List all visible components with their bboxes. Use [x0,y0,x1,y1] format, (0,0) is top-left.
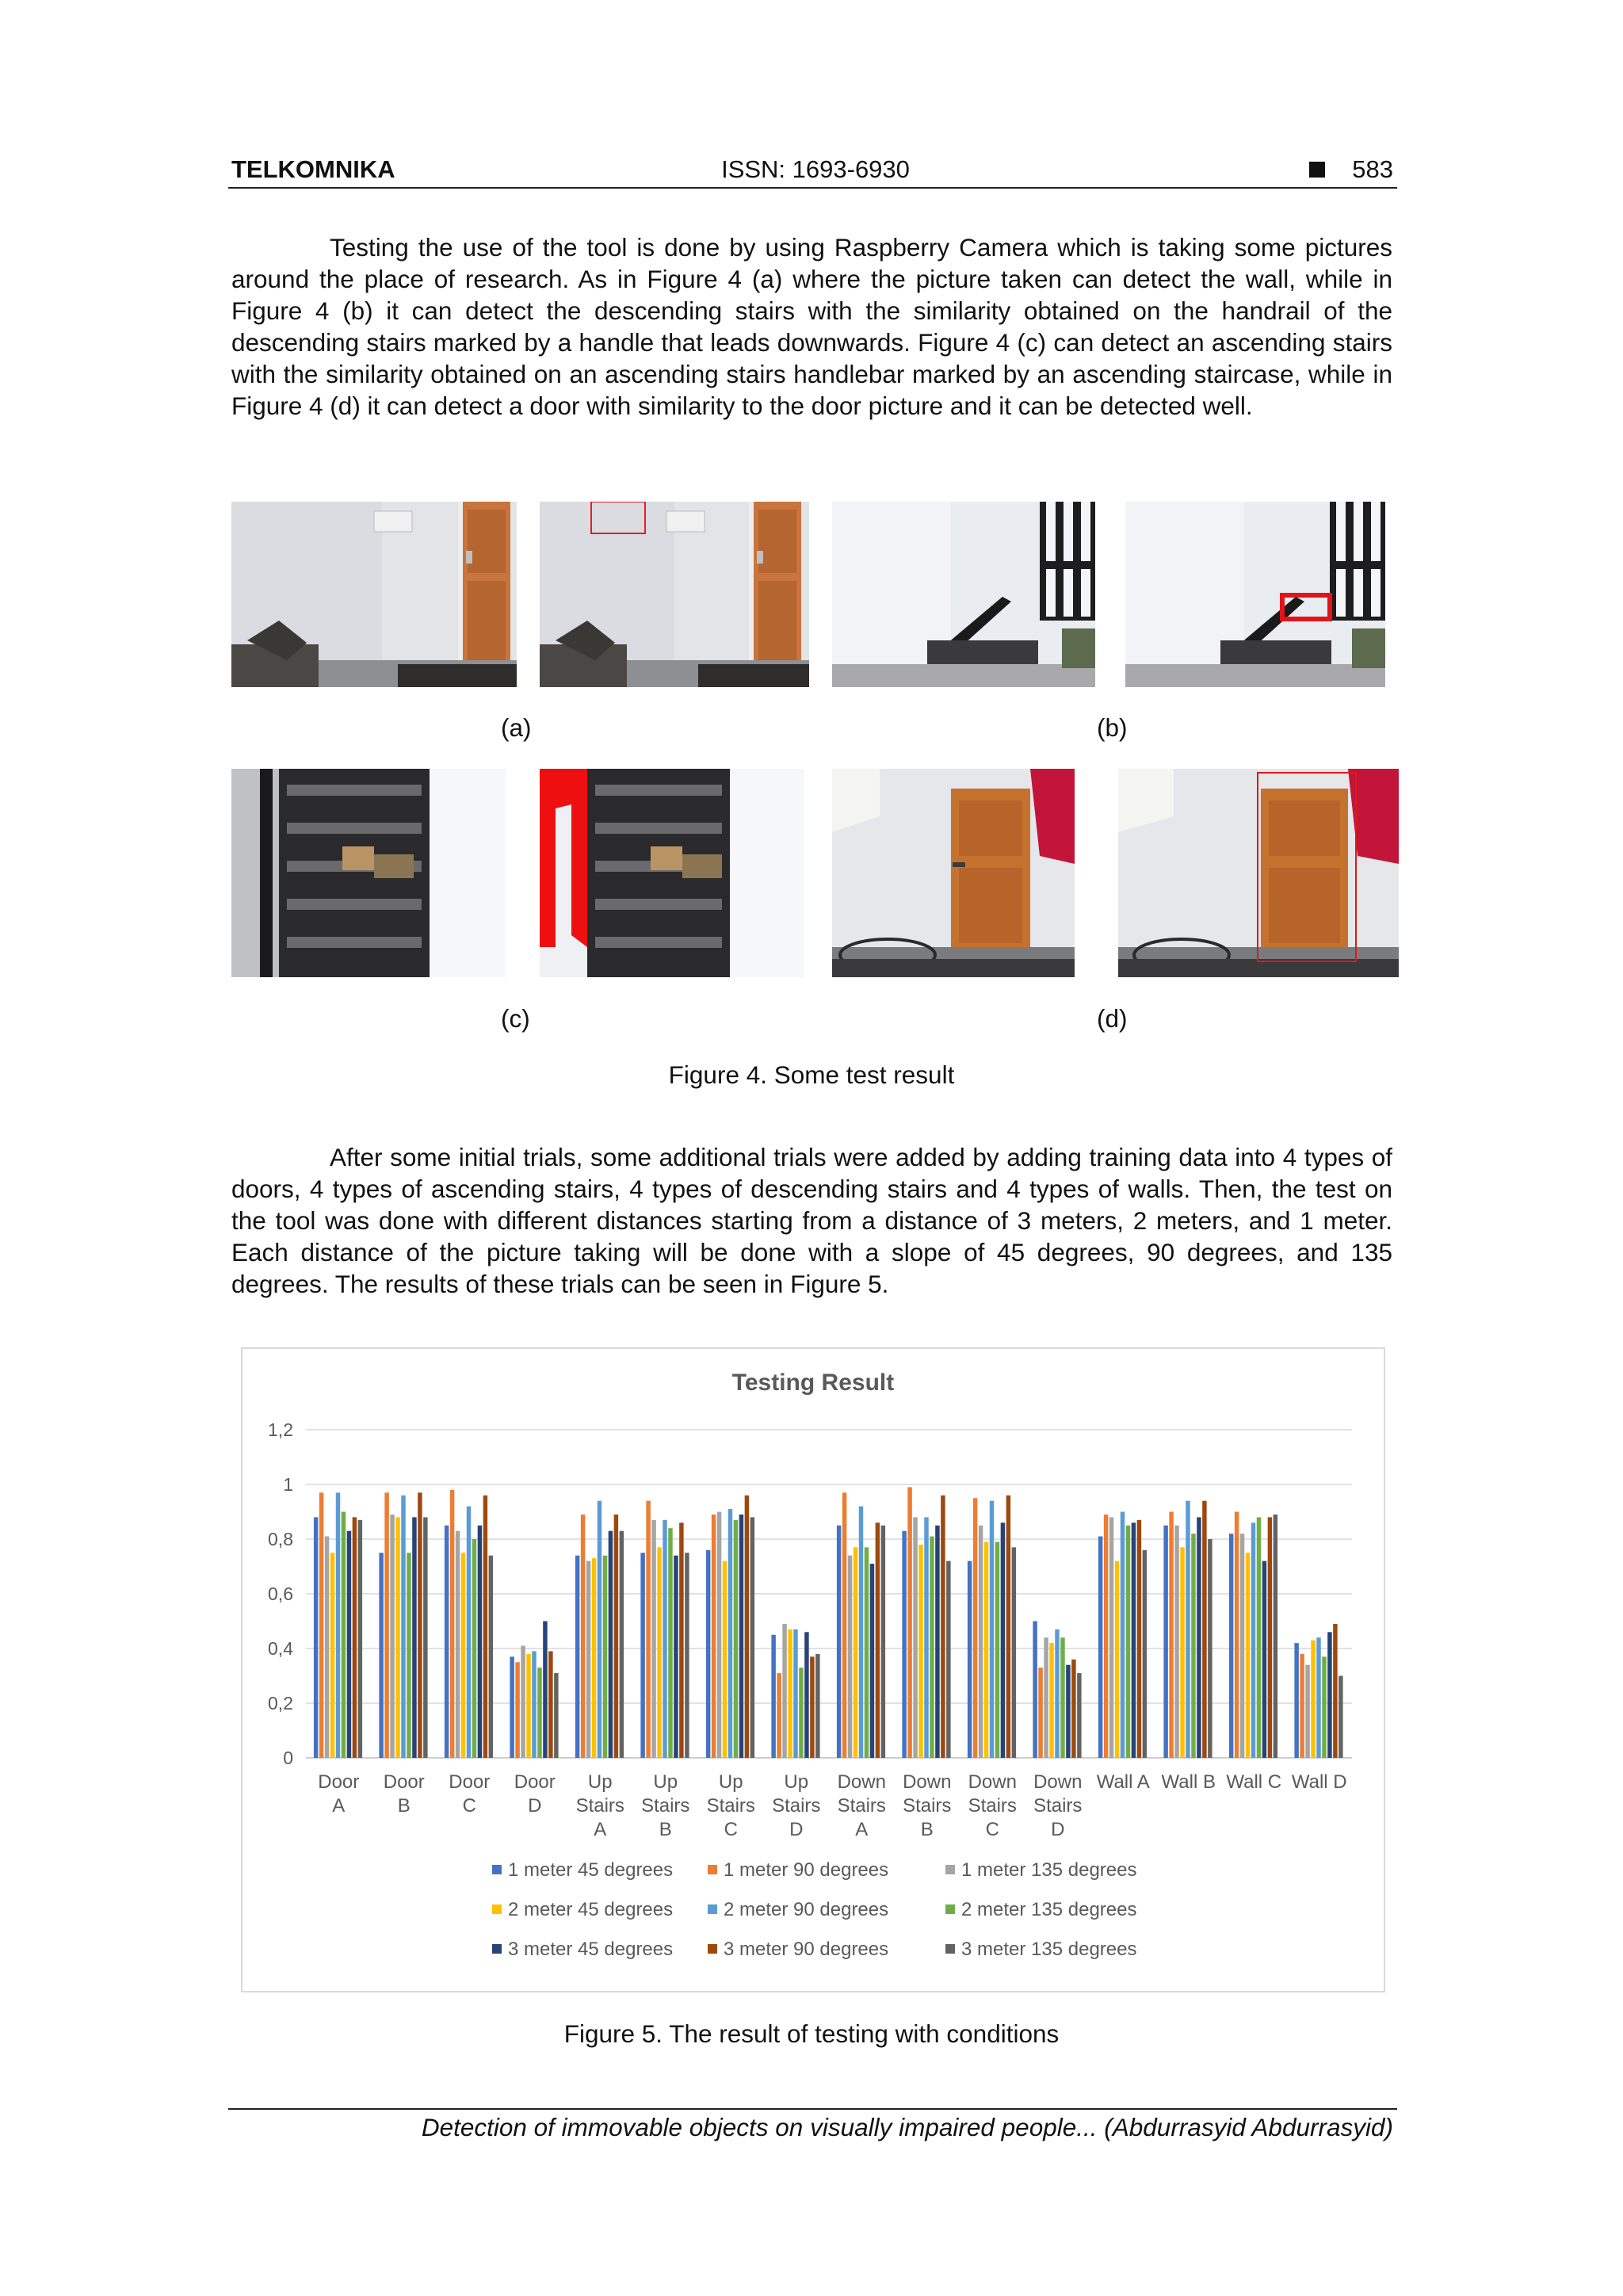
y-tick-label: 0,2 [268,1693,293,1713]
legend-label: 2 meter 45 degrees [508,1899,674,1920]
footer-rule [228,2108,1397,2110]
bar [1132,1522,1136,1758]
bar [1006,1496,1010,1758]
bar [330,1553,334,1758]
legend-label: 1 meter 135 degrees [961,1859,1137,1881]
bar [1001,1522,1005,1758]
bar [728,1509,732,1758]
legend-swatch [492,1904,502,1914]
bar [1126,1526,1130,1758]
bar [1143,1550,1147,1758]
x-tick-label: D [528,1795,542,1817]
x-tick-label: A [332,1795,346,1817]
x-tick-label: Door [383,1771,425,1793]
bar [739,1515,743,1758]
bar [1055,1629,1059,1758]
bar [777,1673,781,1758]
bar [1186,1501,1190,1758]
bar [668,1528,672,1758]
bar [1109,1517,1113,1758]
bar [712,1515,716,1758]
x-tick-label: Down [968,1771,1017,1793]
legend-label: 3 meter 90 degrees [724,1939,889,1960]
legend-swatch [708,1904,717,1914]
x-tick-label: A [594,1819,607,1840]
bar [450,1490,454,1758]
bar [1049,1643,1053,1758]
bar [1229,1534,1233,1758]
legend-swatch [945,1944,955,1954]
testing-result-chart [242,1349,1384,1991]
bar [788,1629,792,1758]
bar [342,1512,346,1759]
bar [483,1496,487,1758]
bar [603,1556,607,1758]
figure5-caption: Figure 5. The result of testing with conditions [563,2019,1060,2048]
y-tick-label: 1,2 [268,1419,293,1440]
legend-label: 1 meter 90 degrees [724,1859,889,1881]
bar [640,1553,644,1758]
figure4-label-d: (d) [1097,1004,1128,1033]
bar [1202,1501,1206,1758]
bar [907,1487,911,1758]
bar [881,1526,885,1758]
bar [445,1526,449,1758]
bar [902,1531,906,1758]
bar [717,1512,721,1759]
y-tick-label: 1 [283,1474,293,1495]
bar [865,1547,869,1758]
bar [554,1673,558,1758]
page-number-block [1309,155,1393,184]
bar [859,1507,863,1758]
bar [1316,1637,1320,1758]
x-tick-label: Stairs [1033,1795,1083,1817]
x-tick-label: Door [318,1771,360,1793]
x-tick-label: Stairs [641,1795,690,1817]
x-tick-label: B [659,1819,672,1840]
figure4-c-detected-photo [540,769,804,977]
x-tick-label: Up [784,1771,809,1793]
bar [609,1531,613,1758]
legend-label: 3 meter 45 degrees [508,1939,674,1960]
bar [918,1545,922,1758]
bar [418,1492,422,1758]
figure4-caption: Figure 4. Some test result [668,1060,955,1089]
figure4-d-detected-photo [1118,769,1399,977]
x-tick-label: Up [587,1771,613,1793]
bar [810,1656,814,1758]
bar [358,1520,362,1758]
bar [924,1517,928,1758]
x-tick-label: Stairs [772,1795,821,1817]
bar [771,1635,775,1758]
bar [395,1517,399,1758]
bar [1257,1517,1261,1758]
bar [1104,1515,1108,1758]
bar [598,1501,601,1758]
bar [1137,1520,1141,1758]
bar [548,1651,552,1758]
x-tick-label: C [462,1795,476,1817]
x-tick-label: A [855,1819,869,1840]
x-tick-label: Stairs [837,1795,886,1817]
bar [526,1654,530,1758]
bar [750,1517,754,1758]
figure4-c-original-photo [231,769,506,977]
x-tick-label: Wall A [1096,1771,1150,1793]
bar [1246,1553,1250,1758]
figure4-a-detected-photo [540,502,809,687]
running-title: Detection of immovable objects on visually impaired people... (Abdurrasyid Abdurrasyid) [421,2113,1393,2141]
bar [685,1553,689,1758]
bar [620,1531,624,1758]
bar [423,1517,427,1758]
bar [1033,1622,1037,1759]
bar [734,1520,738,1758]
x-tick-label: Door [449,1771,491,1793]
x-tick-label: Down [903,1771,952,1793]
bar [314,1517,318,1758]
bar [592,1558,596,1758]
bar [935,1526,939,1758]
y-tick-label: 0 [283,1748,293,1768]
bar [1115,1561,1119,1758]
issn: ISSN: 1693-6930 [721,155,910,183]
bar [347,1531,351,1758]
x-tick-label: C [985,1819,999,1840]
bar [1311,1641,1315,1758]
figure4-label-c: (c) [501,1004,530,1033]
bar [401,1496,405,1758]
figure4-d-original-photo [832,769,1075,977]
bar [325,1537,329,1758]
bar [804,1632,808,1758]
page-number: 583 [1352,155,1393,183]
bar [586,1561,590,1758]
bar [1322,1656,1326,1758]
bar [1305,1665,1309,1758]
bar [1262,1561,1266,1758]
legend-label: 3 meter 135 degrees [961,1939,1137,1960]
bar [930,1537,934,1758]
legend-swatch [945,1904,955,1914]
bar [581,1515,585,1758]
bar [946,1561,950,1758]
figure4-label-b: (b) [1097,713,1128,742]
bar [799,1668,803,1758]
bar [537,1668,541,1758]
bar [510,1656,514,1758]
x-tick-label: Stairs [575,1795,624,1817]
legend-label: 2 meter 90 degrees [724,1899,889,1920]
legend-label: 2 meter 135 degrees [961,1899,1137,1920]
bar [614,1515,618,1758]
body-paragraph-1: Testing the use of the tool is done by using Raspberry Camera which is taking some pictures around the place of research. As in Figure 4 (a) where the picture taken can detect the wall, while in Figure 4 (b) it can detect the descending stairs with the similarity obtained on the handrail of the descending stairs marked by a handle that leads downwards. Figure 4 (c) can detect an ascending stairs with the similarity obtained on an ascending stairs handlebar marked by an ascending staircase, while in Figure 4 (d) it can detect a door with similarity to the door picture and it can be detected well. [231,233,1392,420]
journal-name: TELKOMNIKA [231,155,395,183]
figure4-b-detected-photo [1125,502,1385,687]
bar [651,1520,655,1758]
bar [1327,1632,1331,1758]
bar [1240,1534,1244,1758]
bar [478,1526,482,1758]
bar [815,1654,819,1758]
bar [384,1492,388,1758]
bar [1251,1522,1255,1758]
bar [1180,1547,1184,1758]
bar [1333,1624,1337,1758]
bar [1121,1512,1125,1759]
x-tick-label: Up [718,1771,743,1793]
bar [1012,1547,1016,1758]
bar [1163,1526,1167,1758]
bar [543,1622,547,1759]
bar [674,1556,678,1758]
x-tick-label: Stairs [706,1795,755,1817]
bar [379,1553,383,1758]
body-paragraph-2: After some initial trials, some additional trials were added by adding training data into 4 types of doors, 4 types of ascending stairs, 4 types of descending stairs and 4 types of walls. Then, the test on the tool was done with different distances starting from a distance of 3 meters, 2 meters, and 1 meter. Each distance of the picture taking will be done with a slope of 45 degrees, 90 degrees, and 135 degrees. The results of these trials can be seen in Figure 5. [231,1143,1392,1298]
bar [990,1501,994,1758]
bar [848,1556,852,1758]
bar [1044,1637,1048,1758]
chart-title: Testing Result [731,1370,895,1396]
bar [1098,1537,1102,1758]
header-rule [228,187,1397,189]
bar [973,1498,977,1758]
legend-swatch [945,1865,955,1874]
bar [793,1629,797,1758]
legend-label: 1 meter 45 degrees [508,1859,674,1881]
bar [782,1624,786,1758]
x-tick-label: C [724,1819,738,1840]
legend-swatch [708,1944,717,1954]
bar [1294,1643,1298,1758]
bar [1077,1673,1081,1758]
x-tick-label: D [789,1819,804,1840]
figure4-label-a: (a) [501,713,532,742]
bar [837,1526,841,1758]
bar [968,1561,972,1758]
bar [1169,1512,1173,1759]
figure4-b-original-photo [832,502,1095,687]
bar [461,1553,465,1758]
bar [646,1501,650,1758]
bar [679,1522,683,1758]
bar [1274,1515,1277,1758]
bar [412,1517,416,1758]
bar [1038,1668,1042,1758]
bar [723,1561,727,1758]
bar [532,1651,536,1758]
bar [876,1522,880,1758]
x-tick-label: Door [514,1771,556,1793]
bar [1338,1676,1342,1759]
bar [489,1556,493,1758]
bar [575,1556,579,1758]
y-tick-label: 0,6 [268,1584,293,1604]
x-tick-label: Up [653,1771,678,1793]
x-tick-label: B [397,1795,411,1817]
legend-swatch [492,1944,502,1954]
legend-swatch [492,1865,502,1874]
bar [1197,1517,1201,1758]
bar [353,1517,357,1758]
x-tick-label: Stairs [968,1795,1017,1817]
y-tick-label: 0,8 [268,1529,293,1549]
bar [657,1547,661,1758]
testing-result-chart-frame [241,1347,1385,1992]
bar [407,1553,411,1758]
bar [390,1515,394,1758]
bar [979,1526,983,1758]
bar [1191,1534,1195,1758]
bar [467,1507,471,1758]
bar [1268,1517,1272,1758]
bar [1235,1512,1239,1759]
bar [336,1492,340,1758]
figure4-a-original-photo [231,502,517,687]
bar [706,1550,710,1758]
bar [1071,1660,1075,1758]
bar [1060,1637,1064,1758]
legend-swatch [708,1865,717,1874]
bar [456,1531,460,1758]
bar [515,1662,519,1758]
bar [941,1496,945,1758]
bar [745,1496,749,1758]
bar [984,1541,988,1758]
x-tick-label: Wall C [1226,1771,1282,1793]
bar [1208,1539,1212,1758]
bar [913,1517,917,1758]
bar [842,1492,846,1758]
x-tick-label: Down [1033,1771,1083,1793]
y-tick-label: 0,4 [268,1638,293,1659]
x-tick-label: Wall D [1291,1771,1347,1793]
bar [1174,1526,1178,1758]
bar [995,1541,999,1758]
bar [1300,1654,1304,1758]
square-bullet-icon [1309,162,1325,178]
bar [663,1520,666,1758]
bar [854,1547,857,1758]
x-tick-label: D [1051,1819,1065,1840]
bar [870,1564,874,1758]
x-tick-label: Stairs [903,1795,952,1817]
bar [521,1646,525,1758]
x-tick-label: B [920,1819,934,1840]
x-tick-label: Wall B [1161,1771,1216,1793]
bar [472,1539,476,1758]
bar [1066,1665,1070,1758]
bar [319,1492,323,1758]
x-tick-label: Down [837,1771,886,1793]
